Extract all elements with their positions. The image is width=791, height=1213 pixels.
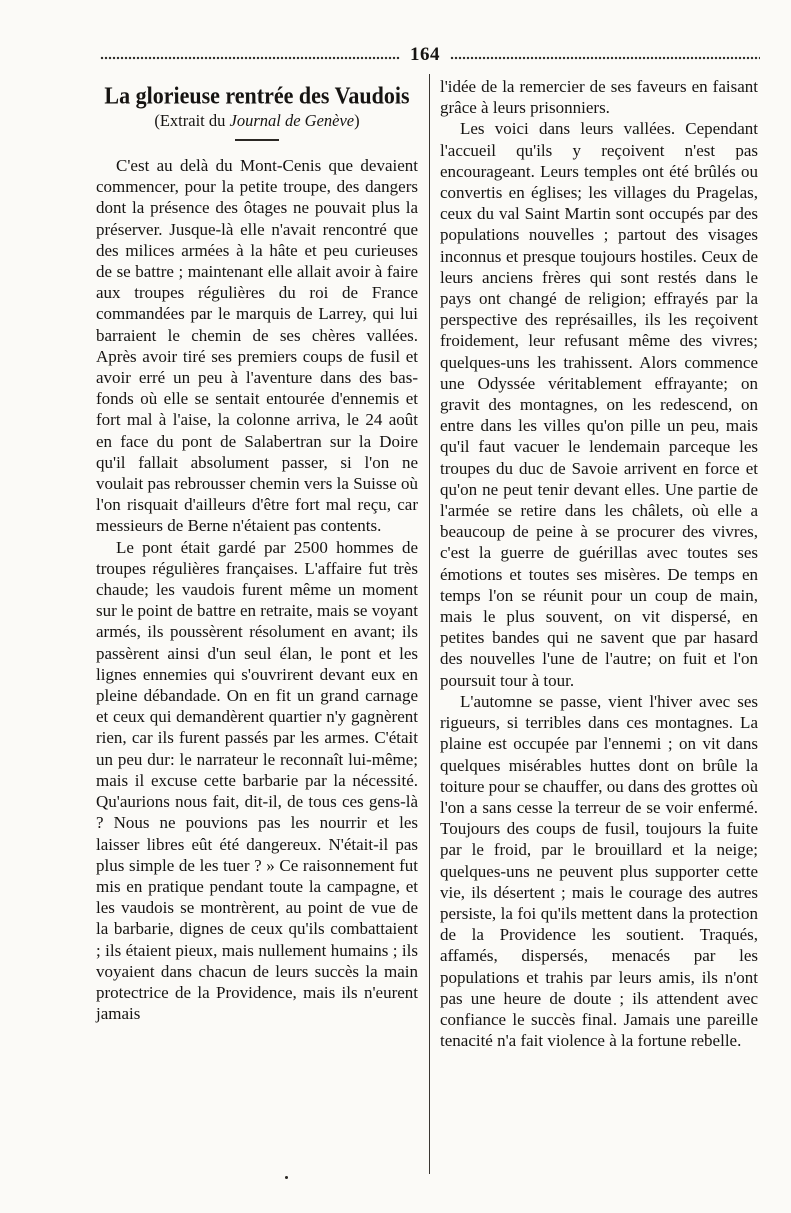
paragraph-left-2: Le pont était gardé par 2500 hommes de troupes régulières françaises. L'affaire fut très chaude; les vaudois furent même un moment sur le point de battre en retraite, mais se voyant armés, ils poussèrent résolument en avant; ils passèrent ainsi d'un seul élan, le pont et les lignes ennemies qui s'ouvrirent devant eux en pleine débandade. On en fit un grand carnage et ceux qui demandèrent quartier n'y gagnèrent rien, car ils furent passés par les armes. C'était un peu dur: le narrateur le reconnaît lui-même; mais il excuse cette barbarie par la nécessité. Qu'aurions nous fait, dit-il, de tous ces gens-là ? Nous ne pouvions pas les nourrir et les laisser libres eût été dangereux. N'était-il pas plus simple de les tuer ? » Ce raisonnement fut mis en pratique pendant toute la campagne, et les vaudois se montrèrent, au point de vue de la barbarie, dignes de ceux qu'ils combattaient ; ils étaient pieux, mais nullement humains ; ils voyaient dans chacun de leurs succès la main protectrice de la Providence, mais ils n'eurent jamais <box>96 537 418 1024</box>
right-column <box>440 76 758 1051</box>
paragraph-right-1: l'idée de la remercier de ses faveurs en faisant grâce à leurs prisonniers. <box>440 77 758 118</box>
header-rule-right <box>450 56 760 60</box>
article-subtitle <box>96 110 418 132</box>
page-mark <box>285 1176 288 1179</box>
paragraph-left-1: C'est au delà du Mont-Cenis que devaient commencer, pour la petite troupe, des dangers dont la présence des ôtages ne pouvait plus la préserver. Jusque-là elle n'avait rencontré que des milices armées à la hâte et peu curieuses de se battre ; maintenant elle allait avoir à faire aux troupes régulières du roi de France commandées par le marquis de Larrey, qui lui barraient le chemin de ses chères vallées. Après avoir tiré ses premiers coups de fusil et avoir erré un peu à l'aventure dans des bas-fonds où elle se sentait entourée d'ennemis et fort mal à l'aise, la colonne arriva, le 24 août en face du pont de Salabertran sur la Doire qu'il fallait absolument passer, si l'on ne voulait pas rebrousser chemin vers la Suisse où l'on risquait d'ailleurs d'être fort mal reçu, car messieurs de Berne n'étaient pas contents. <box>96 156 418 536</box>
column-divider <box>429 74 430 1174</box>
subtitle-source: Journal de Genève <box>229 111 355 130</box>
paragraph-right-3: L'automne se passe, vient l'hiver avec ses rigueurs, si terribles dans ces montagnes. La plaine est occupée par l'ennemi ; on vit dans quelques misérables huttes dont on brûle la toiture pour se chauffer, ou dans des grottes où l'on a sans cesse la terreur de se voir enfermé. Toujours des coups de fusil, toujours la fuite par le froid, par le brouillard et la neige; quelques-uns ne peuvent plus supporter cette vie, ils désertent ; mais le courage des autres persiste, la foi qu'ils mettent dans la protection de la Providence les soutient. Traqués, affamés, dispersés, menacés par les populations et trahis par leurs amis, ils n'ont pas une heure de doute ; ils attendent avec confiance le succès final. Jamais une pareille tenacité n'a fait violence à la fortune rebelle. <box>440 691 758 1051</box>
page-number: 164 <box>410 44 440 65</box>
article-title: La glorieuse rentrée des Vaudois <box>104 81 410 110</box>
subtitle-prefix: (Extrait du <box>154 111 230 130</box>
header-rule-left <box>100 56 400 60</box>
page-header <box>100 40 760 70</box>
title-rule <box>235 139 279 141</box>
subtitle-suffix: ) <box>354 111 360 130</box>
paragraph-right-2: Les voici dans leurs vallées. Cependant l'accueil qu'ils y reçoivent n'est pas encourageant. Leurs temples ont été brûlés ou convertis en églises; les villages du Pragelas, ceux du val Saint Martin sont occupés par des populations nouvelles ; partout des visages inconnus et presque toujours hostiles. Ceux de leurs anciens frères qui sont restés dans le pays ont changé de religion; effrayés par la perspective des représailles, ils les reçoivent froidement, leur refusant même des vivres; quelques-uns les trahissent. Alors commence une Odyssée véritablement effrayante; on gravit des montagnes, on les redescend, on entre dans les villes qu'on pille un peu, mais qu'il faut vacuer le lendemain parceque les troupes du duc de Savoie arrivent en force et qu'on ne peut tenir devant elles. Une partie de l'armée se retire dans les châlets, où elle a beaucoup de peine à se procurer des vivres, c'est la guerre de guérillas avec toutes ses émotions et toutes ses misères. De temps en temps l'on se réunit pour un coup de main, mais le plus souvent, on vit dispersé, en petites bandes qui ne savent que par hasard des nouvelles l'une de l'autre; on fuit et l'on poursuit tour à tour. <box>440 119 758 690</box>
left-column <box>96 76 418 1024</box>
